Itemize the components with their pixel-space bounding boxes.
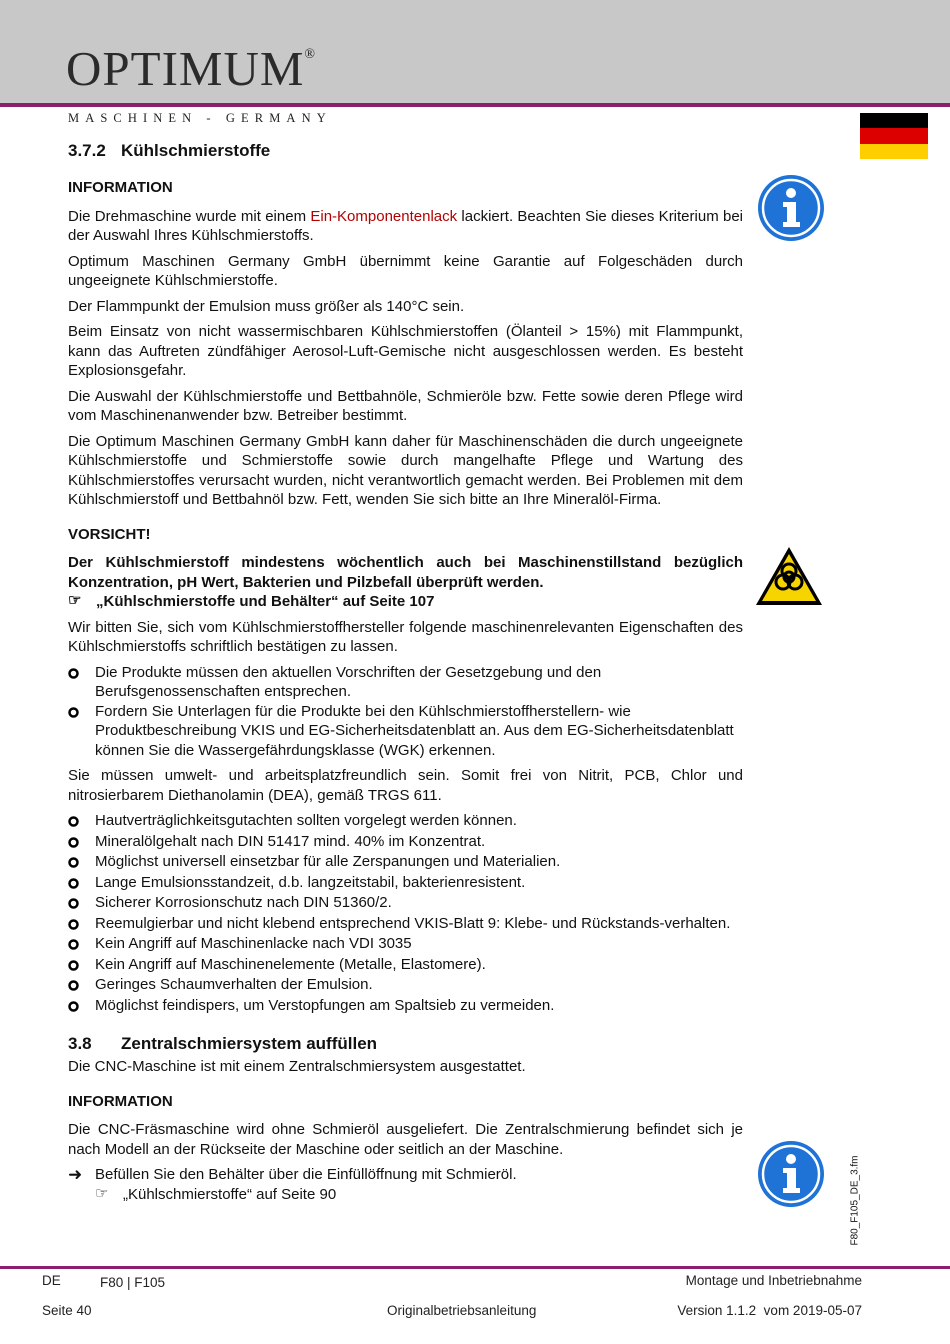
footer-divider <box>0 1266 950 1269</box>
paragraph: Wir bitten Sie, sich vom Kühlschmierstoffhersteller folgende maschinenrelevanten Eigenschaften des Kühlschmierstoffs schriftlich bestätigen zu lassen. <box>68 618 743 655</box>
footer-page-number: Seite 40 <box>42 1303 92 1318</box>
german-flag-icon <box>860 113 928 159</box>
cross-reference[interactable]: ☞ „Kühlschmierstoffe und Behälter“ auf Seite 107 <box>68 592 435 610</box>
lacquer-link[interactable]: Ein-Komponentenlack <box>310 207 458 225</box>
list-item: Möglichst feindispers, um Verstopfungen am Spaltsieb zu vermeiden. <box>68 996 743 1017</box>
list-item: Kein Angriff auf Maschinenlacke nach VDI 3035 <box>68 934 743 955</box>
information-icon <box>757 174 825 242</box>
pointing-hand-icon: ☞ <box>68 592 82 609</box>
paragraph: Die CNC-Maschine ist mit einem Zentralschmiersystem ausgestattet. <box>68 1058 526 1075</box>
list-item: Fordern Sie Unterlagen für die Produkte bei den Kühlschmierstoffherstellern- wie Produktbeschreibung VKIS und EG-Sicherheitsdatenblatt an. Aus dem EG-Sicherheitsdatenblatt können Sie die Wassergefährdungsklasse (WGK) erkennen. <box>68 702 743 761</box>
section-heading: 3.7.2 Kühlschmierstoffe <box>68 141 271 160</box>
paragraph: Die Optimum Maschinen Germany GmbH kann daher für Maschinenschäden die durch ungeeignete Kühlschmierstoffe und Schmierstoffe sowie durch mangelhafte Pflege und Wartung des Kühlschmierstoffes verursacht wurden, nicht verantwortlich gemacht werden. Bei Problemen mit dem Kühlschmierstoff und Bettbahnöl bzw. Fett, wenden Sie sich bitte an Ihre Mineralöl-Firma. <box>68 432 743 508</box>
bullet-icon <box>68 898 79 909</box>
info-label: INFORMATION <box>68 179 173 196</box>
paragraph: Die Auswahl der Kühlschmierstoffe und Bettbahnöle, Schmieröle bzw. Fette sowie deren Pflege wird vom Maschinenanwender bzw. Betreiber bestimmt. <box>68 387 743 424</box>
cross-reference[interactable]: ☞ „Kühlschmierstoffe“ auf Seite 90 <box>95 1184 337 1203</box>
list-item: Die Produkte müssen den aktuellen Vorschriften der Gesetzgebung und den Berufsgenossenschaften entsprechen. <box>68 663 743 702</box>
bullet-icon <box>68 960 79 971</box>
brand-logo: OPTIMUM® <box>66 41 317 96</box>
paragraph: Sie müssen umwelt- und arbeitsplatzfreundlich sein. Somit frei von Nitrit, PCB, Chlor und nitrosierbarem Diethanolamin (DEA), gemäß TRGS 611. <box>68 767 743 804</box>
instruction-step: ➜ Befüllen Sie den Behälter über die Einfüllöffnung mit Schmieröl. <box>68 1165 517 1184</box>
bullet-icon <box>68 919 79 930</box>
footer-model: F80 | F105 <box>100 1275 166 1290</box>
bullet-icon <box>68 878 79 889</box>
list-item: Sicherer Korrosionschutz nach DIN 51360/2. <box>68 893 743 914</box>
bullet-icon <box>68 707 79 718</box>
information-icon <box>757 1140 825 1208</box>
footer-language: DE <box>42 1273 61 1288</box>
list-item: Möglichst universell einsetzbar für alle Zerspanungen und Materialien. <box>68 852 743 873</box>
paragraph: Optimum Maschinen Germany GmbH übernimmt keine Garantie auf Folgeschäden durch ungeeignete Kühlschmierstoffe. <box>68 252 743 289</box>
paragraph: Die CNC-Fräsmaschine wird ohne Schmieröl ausgeliefert. Die Zentralschmierung befindet sich je nach Modell an der Rückseite der Maschine oder seitlich an der Maschine. <box>68 1121 743 1158</box>
pointing-hand-icon: ☞ <box>95 1184 109 1202</box>
caution-label: VORSICHT! <box>68 525 151 543</box>
list-item: Hautverträglichkeitsgutachten sollten vorgelegt werden können. <box>68 811 743 832</box>
bullet-icon <box>68 857 79 868</box>
bullet-icon <box>68 668 79 679</box>
arrow-right-icon: ➜ <box>68 1165 83 1184</box>
paragraph: Der Flammpunkt der Emulsion muss größer als 140°C sein. <box>68 297 465 315</box>
file-reference: F80_F105_DE_3.fm <box>849 1155 861 1246</box>
header-divider <box>0 103 950 107</box>
brand-tagline: MASCHINEN - GERMANY <box>68 111 332 125</box>
caution-text: Der Kühlschmierstoff mindestens wöchentlich auch bei Maschinenstillstand bezüglich Konzentration, pH Wert, Bakterien und Pilzbefall überprüft werden. <box>68 554 743 591</box>
bullet-icon <box>68 980 79 991</box>
list-item: Reemulgierbar und nicht klebend entsprechend VKIS-Blatt 9: Klebe- und Rückstands-verhalten. <box>68 914 743 935</box>
section-heading: 3.8 Zentralschmiersystem auffüllen <box>68 1034 378 1053</box>
list-item: Lange Emulsionsstandzeit, d.b. langzeitstabil, bakterienresistent. <box>68 873 743 894</box>
footer-version: Version 1.1.2 vom 2019-05-07 <box>677 1303 862 1318</box>
list-item: Mineralölgehalt nach DIN 51417 mind. 40% im Konzentrat. <box>68 832 743 853</box>
requirements-list <box>68 663 743 761</box>
info-label: INFORMATION <box>68 1092 173 1110</box>
list-item: Kein Angriff auf Maschinenelemente (Metalle, Elastomere). <box>68 955 743 976</box>
footer-chapter: Montage und Inbetriebnahme <box>685 1273 862 1288</box>
paragraph: Beim Einsatz von nicht wassermischbaren Kühlschmierstoffen (Ölanteil > 15%) mit Flammpunkt, kann das Auftreten zündfähiger Aerosol-Luft-Gemische nicht ausgeschlossen werden. Es besteht Explosionsgefahr. <box>68 323 743 379</box>
bullet-icon <box>68 1001 79 1012</box>
bullet-icon <box>68 939 79 950</box>
paragraph: Die Drehmaschine wurde mit einem Ein-Komponentenlack lackiert. Beachten Sie dieses Kriterium bei der Auswahl Ihres Kühlschmierstoffs. <box>68 207 743 244</box>
bullet-icon <box>68 837 79 848</box>
footer-document-type: Originalbetriebsanleitung <box>387 1303 537 1318</box>
main-content <box>68 140 743 1204</box>
bullet-icon <box>68 816 79 827</box>
properties-list <box>68 811 743 1016</box>
list-item: Geringes Schaumverhalten der Emulsion. <box>68 975 743 996</box>
biohazard-warning-icon <box>754 545 824 607</box>
